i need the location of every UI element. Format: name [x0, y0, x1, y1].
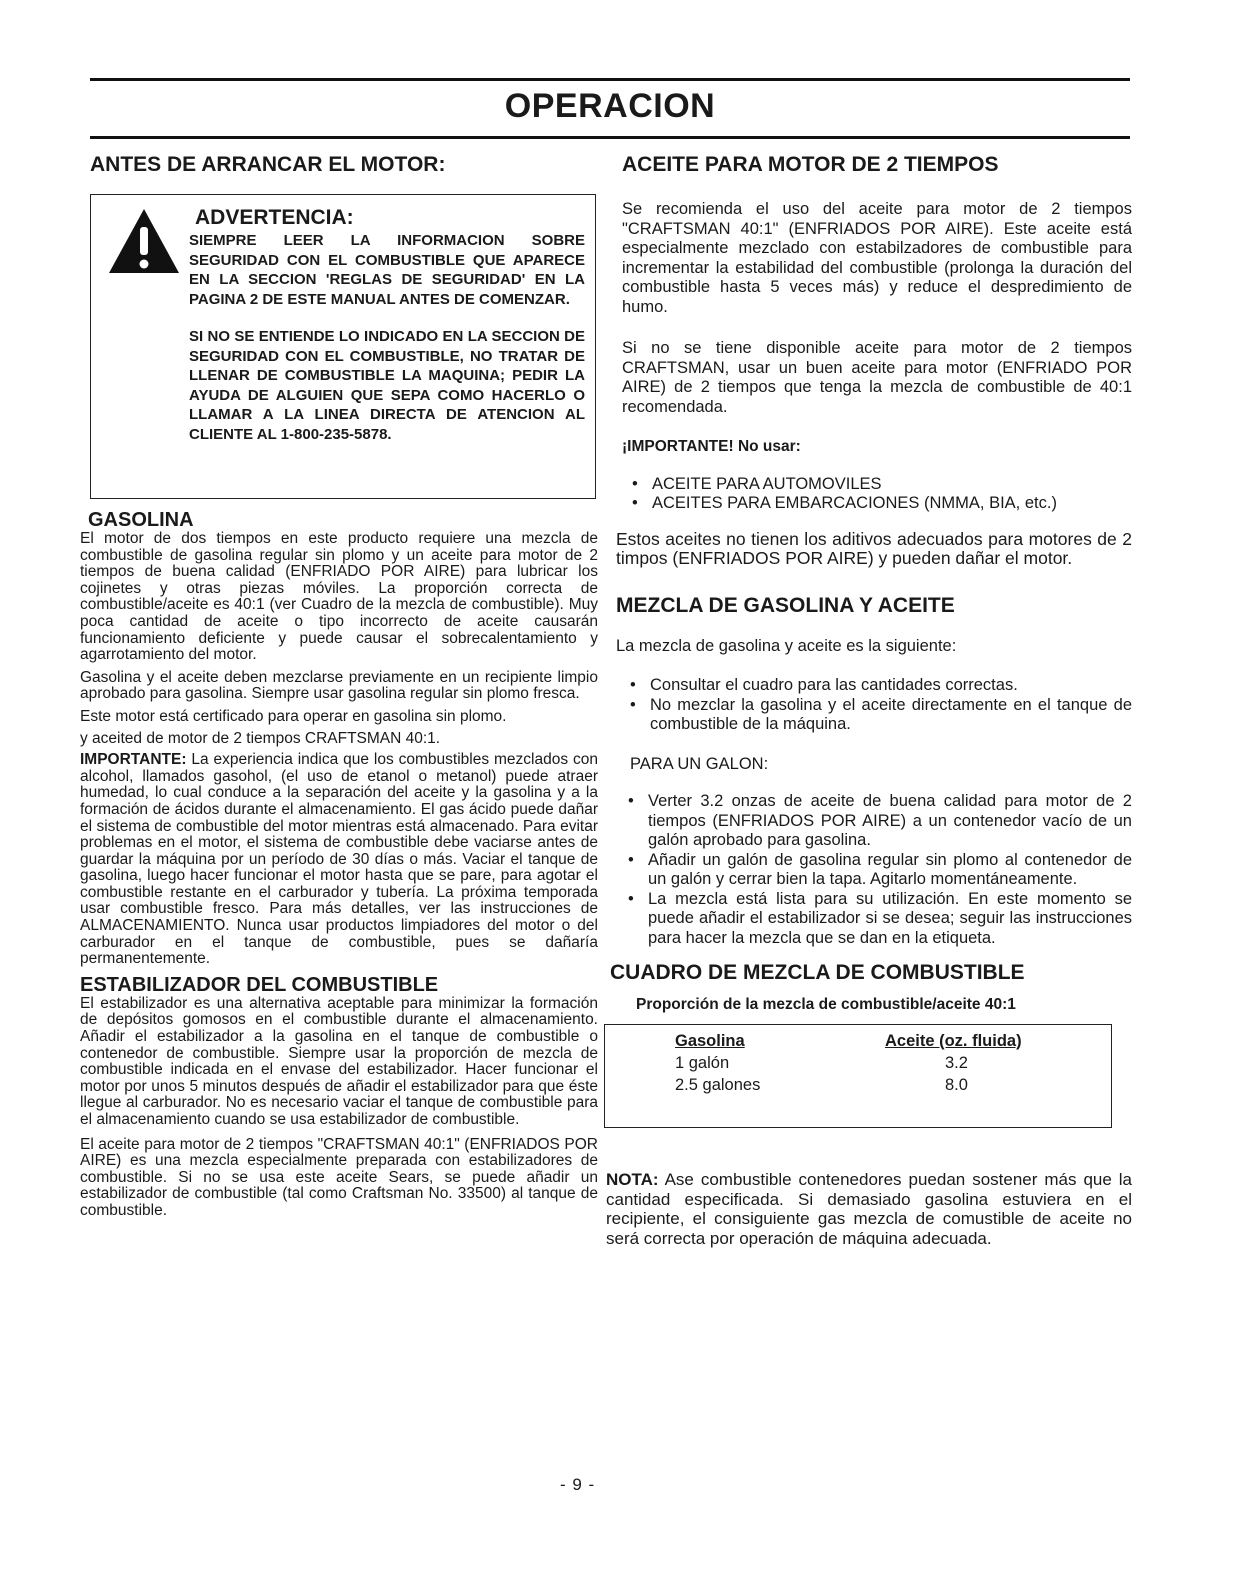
estabilizador-paragraph-1: El estabilizador es una alternativa aceptable para minimizar la formación de depósitos gomosos en el combustible durante el almacenamiento. Añadir el estabilizador a la gasolina en el tanque de combustible o contenedor de combustible. Siempre usar la proporción de mezcla de combustible indicada en el envase del estabilizador. Hacer funcionar el motor por unos 5 minutos después de añadir el estabilizador para que éste llegue al carburador. No es necesario vaciar el tanque de combustible para el almacenamiento cuando se usa estabilizador de combustible. [80, 994, 598, 1128]
table-cell: 3.2 [945, 1054, 968, 1072]
gasolina-heading: GASOLINA [88, 509, 194, 531]
aceite-paragraph-3: Estos aceites no tienen los aditivos adecuados para motores de 2 timpos (ENFRIADOS POR AIRE) y pueden dañar el motor. [616, 528, 1132, 568]
right-column [606, 152, 1132, 1248]
warning-paragraph-1: SIEMPRE LEER LA INFORMACION SOBRE SEGURIDAD CON EL COMBUSTIBLE QUE APARECE EN LA SECCION 'REGLAS DE SEGURIDAD' EN LA PAGINA 2 DE ESTE MANUAL ANTES DE COMENZAR. [189, 232, 585, 308]
mezcla-intro: La mezcla de gasolina y aceite es la siguiente: [616, 636, 957, 655]
warning-title: ADVERTENCIA: [195, 206, 354, 229]
gasolina-paragraph-1: El motor de dos tiempos en este producto requiere una mezcla de combustible de gasolina regular sin plomo y un aceite para motor de 2 tiempos de buena calidad (ENFRIADO POR AIRE) para lubricar los cojinetes y otras piezas móviles. La proporción correcta de combustible/aceite es 40:1 (ver Cuadro de la mezcla de combustible). Muy poca cantidad de aceite o tipo incorrecto de aceite causarán funcionamiento deficiente y puede causar el sobrecalentamiento y agarrotamiento del motor. [80, 530, 598, 664]
list-item: • Verter 3.2 onzas de aceite de buena calidad para motor de 2 tiempos (ENFRIADOS POR AIRE) a un contenedor vacío de un galón aprobado para gasolina. [618, 792, 1132, 851]
list-item: • No mezclar la gasolina y el aceite directamente en el tanque de combustible de la máquina. [620, 696, 1132, 735]
aceite-paragraph-2: Si no se tiene disponible aceite para motor de 2 tiempos CRAFTSMAN, usar un buen aceite para motor (ENFRIADO POR AIRE) de 2 tiempos que tenga la mezcla de combustible de 40:1 recomendada. [622, 339, 1132, 416]
warning-paragraph-2: SI NO SE ENTIENDE LO INDICADO EN LA SECCION DE SEGURIDAD CON EL COMBUSTIBLE, NO TRATAR DE LLENAR DE COMBUSTIBLE LA MAQUINA; PEDIR LA AYUDA DE ALGUIEN QUE SEPA COMO HACERLO O LLAMAR A LA LINEA DIRECTA DE ATENCION AL CLIENTE AL 1-800-235-5878. [189, 328, 585, 443]
cuadro-heading: CUADRO DE MEZCLA DE COMBUSTIBLE [610, 961, 1025, 984]
para-un-galon: PARA UN GALON: [630, 754, 769, 773]
list-item: • Consultar el cuadro para las cantidades correctas. [620, 676, 1132, 696]
gasolina-paragraph-3b: y aceited de motor de 2 tiempos CRAFTSMAN 40:1. [80, 729, 441, 747]
warning-triangle-icon [107, 207, 181, 275]
mezcla-heading: MEZCLA DE GASOLINA Y ACEITE [616, 593, 955, 617]
column-header-gasolina: Gasolina [675, 1032, 745, 1050]
important-text: La experiencia indica que los combustibles mezclados con alcohol, llamados gasohol, (el uso de etanol o metanol) puede atraer humedad, lo cual conduce a la separación del aceite y la gasolina y a la formación de ácidos durante el almacenamiento. El gas ácido puede dañar el sistema de combustible del motor mientras está almacenado. Para evitar problemas en el motor, el sistema de combustible debe vaciarse antes de guardar la máquina por un período de 30 días o más. Vaciar el tanque de gasolina, luego hacer funcionar el motor hasta que se pare, para agotar el combustible restante en el carburador y tubería. La próxima temporada usar combustible fresco. Para más detalles, ver las instrucciones de ALMACENAMIENTO. Nunca usar productos limpiadores del motor o del carburador en el tanque de combustible, pues se dañaría permanentemente. [80, 751, 598, 968]
aceite-heading: ACEITE PARA MOTOR DE 2 TIEMPOS [622, 153, 999, 176]
mezcla-steps [618, 792, 1132, 948]
warning-box [90, 194, 596, 499]
top-rule [90, 78, 1130, 81]
gasolina-paragraph-2: Gasolina y el aceite deben mezclarse previamente en un recipiente limpio aprobado para gasolina. Siempre usar gasolina regular sin plomo fresca. [80, 668, 598, 703]
oil-warning-list [622, 475, 1132, 514]
list-item: • ACEITE PARA AUTOMOVILES [622, 475, 1132, 495]
nota-paragraph [606, 1170, 1132, 1248]
estabilizador-heading: ESTABILIZADOR DEL COMBUSTIBLE [80, 973, 439, 996]
left-column [80, 152, 598, 1220]
antes-heading: ANTES DE ARRANCAR EL MOTOR: [90, 153, 446, 176]
fuel-mix-table [604, 1024, 1112, 1128]
mezcla-bullets [620, 676, 1132, 735]
table-cell: 1 galón [675, 1054, 730, 1072]
bottom-rule [90, 136, 1130, 139]
table-cell: 8.0 [945, 1076, 968, 1094]
list-item: • La mezcla está lista para su utilización. En este momento se puede añadir el estabilizador si se desea; seguir las instrucciones para hacer la mezcla que se dan en la etiqueta. [618, 890, 1132, 949]
nota-label: NOTA: [606, 1170, 659, 1189]
page-title: OPERACION [504, 87, 716, 125]
gasolina-paragraph-4 [80, 752, 598, 968]
list-item: • ACEITES PARA EMBARCACIONES (NMMA, BIA, etc.) [622, 494, 1132, 514]
important-label: IMPORTANTE: [80, 751, 187, 769]
nota-text: Ase combustible contenedores puedan sostener más que la cantidad especificada. Si demasiado gasolina estuviera en el recipiente, el consiguiente gas mezcla de comustible de aceite no será correcta por operación de máquina adecuada. [606, 1170, 1132, 1248]
aceite-paragraph-1: Se recomienda el uso del aceite para motor de 2 tiempos "CRAFTSMAN 40:1" (ENFRIADOS POR AIRE). Este aceite está especialmente mezclado con estabilzadores de combustible para incrementar la estabilidad del combustible (prolonga la duración del combustible hasta 5 veces más) y reduce el despredimiento de humo. [622, 200, 1132, 316]
list-item: • Añadir un galón de gasolina regular sin plomo al contenedor de un galón y cerrar bien la tapa. Agitarlo momentáneamente. [618, 851, 1132, 890]
page-number: - 9 - [560, 1475, 596, 1494]
gasolina-paragraph-3a: Este motor está certificado para operar en gasolina sin plomo. [80, 707, 507, 725]
estabilizador-paragraph-2: El aceite para motor de 2 tiempos "CRAFTSMAN 40:1" (ENFRIADOS POR AIRE) es una mezcla especialmente preparada con estabilizadores de combustible. Si no se usa este aceite Sears, se puede añadir un estabilizador de combustible (tal como Craftsman No. 33500) al tanque de combustible. [80, 1135, 598, 1219]
important-no-usar: ¡IMPORTANTE! No usar: [622, 438, 801, 455]
table-cell: 2.5 galones [675, 1076, 761, 1094]
cuadro-subtitle: Proporción de la mezcla de combustible/aceite 40:1 [636, 996, 1016, 1013]
column-header-aceite: Aceite (oz. fluida) [885, 1032, 1022, 1050]
